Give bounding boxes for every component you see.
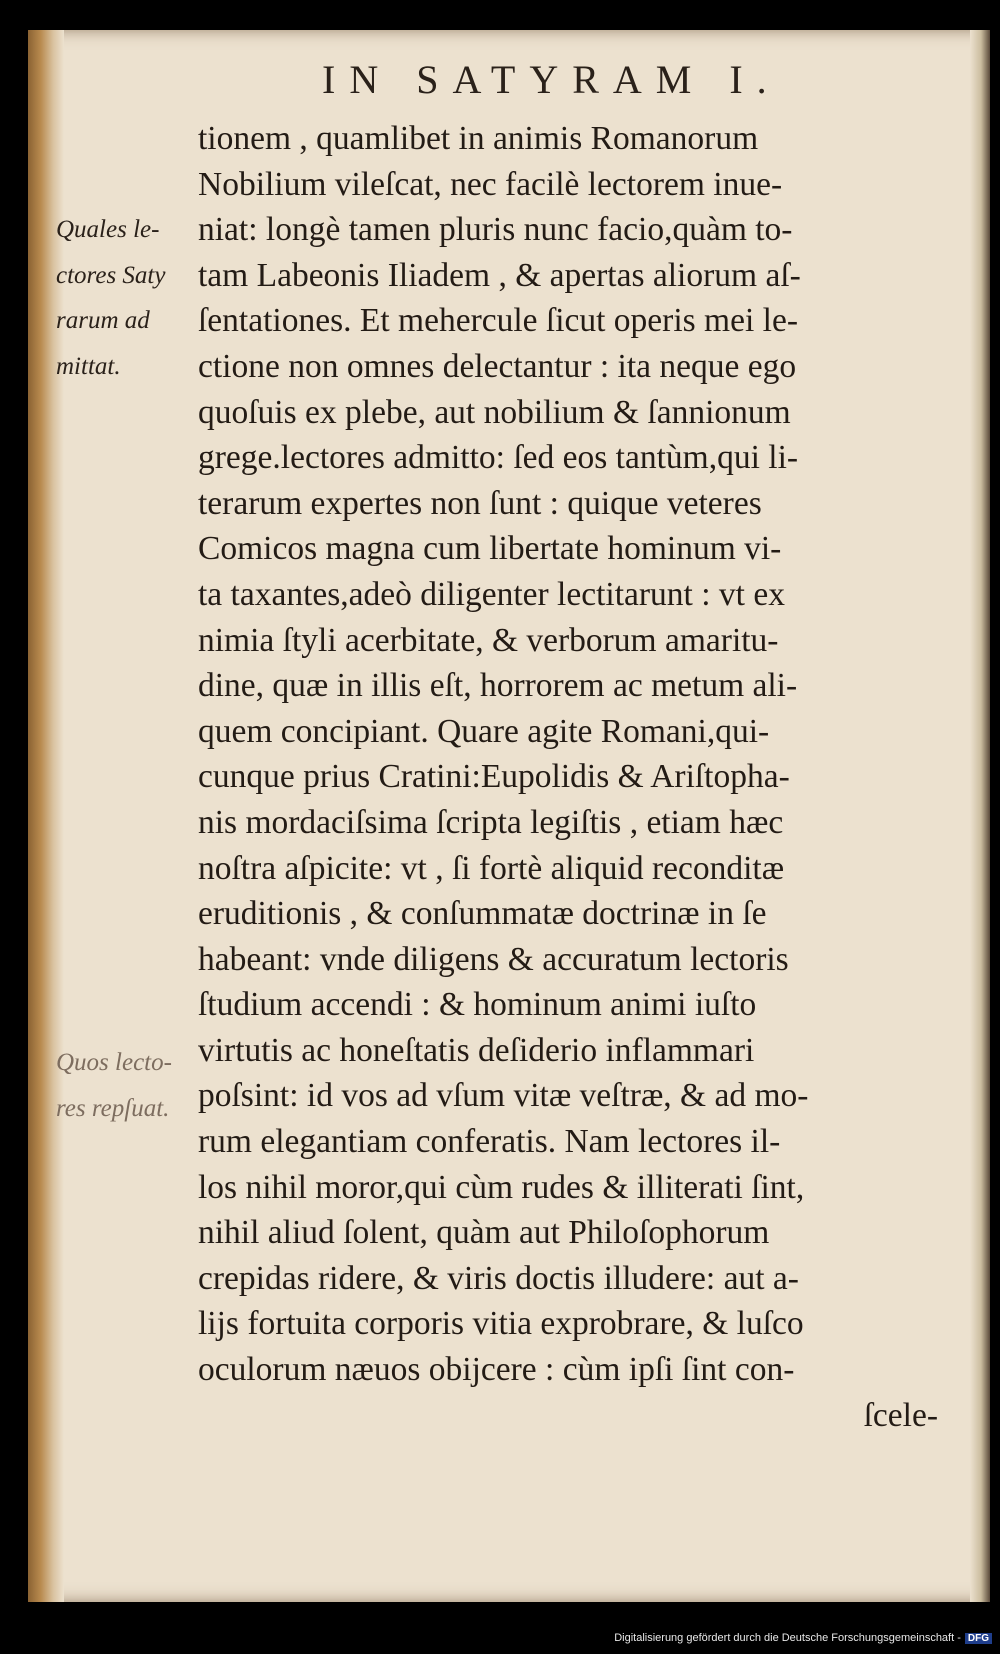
marginal-line: rarum ad <box>56 307 150 335</box>
text-line: niat: longè tamen pluris nunc facio,quàm to- <box>198 211 793 249</box>
text-line: nimia ſtyli acerbitate, & verborum amaritu- <box>198 621 779 659</box>
digitization-footer <box>614 1632 992 1644</box>
text-line: ta taxantes,adeò diligenter lectitarunt : vt ex <box>198 575 785 613</box>
page-fore-edge <box>970 30 990 1602</box>
text-line: terarum expertes non ſunt : quique veteres <box>198 484 762 522</box>
text-line: virtutis ac honeſtatis deſiderio inflammari <box>198 1031 755 1069</box>
footer-text: Digitalisierung gefördert durch die Deutsche Forschungsgemeinschaft - <box>614 1632 961 1644</box>
text-line: habeant: vnde diligens & accuratum lectoris <box>198 940 789 978</box>
text-line: lijs fortuita corporis vitia exprobrare, & luſco <box>198 1305 804 1343</box>
marginal-line: ctores Saty <box>56 261 166 289</box>
text-line: rum elegantiam conferatis. Nam lectores il- <box>198 1123 781 1161</box>
text-line: los nihil moror,qui cùm rudes & illiterati ſint, <box>198 1168 805 1206</box>
text-line: tam Labeonis Iliadem , & apertas aliorum aſ- <box>198 256 801 294</box>
text-line: nihil aliud ſolent, quàm aut Philoſophorum <box>198 1214 770 1252</box>
text-line: ſtudium accendi : & hominum animi iuſto <box>198 986 757 1024</box>
text-line: Comicos magna cum libertate hominum vi- <box>198 530 782 568</box>
marginal-line: mittat. <box>56 352 121 380</box>
text-line: ſentationes. Et mehercule ſicut operis mei le- <box>198 302 798 340</box>
body-text-block <box>198 116 938 1438</box>
marginal-line: res repſuat. <box>56 1094 170 1122</box>
text-line: quem concipiant. Quare agite Romani,qui- <box>198 712 770 750</box>
text-line: cunque prius Cratini:Eupolidis & Ariſtopha- <box>198 758 790 796</box>
text-line: quoſuis ex plebe, aut nobilium & ſannionum <box>198 393 791 431</box>
text-line: dine, quæ in illis eſt, horrorem ac metum ali- <box>198 667 798 705</box>
text-line: ctione non omnes delectantur : ita neque ego <box>198 347 797 385</box>
marginal-note-2 <box>56 1040 172 1131</box>
text-line: noſtra aſpicite: vt , ſi fortè aliquid reconditæ <box>198 849 785 887</box>
text-line: crepidas ridere, & viris doctis illudere: aut a- <box>198 1259 799 1297</box>
marginal-note-1 <box>56 207 165 389</box>
marginal-line: Quos lecto- <box>56 1049 172 1076</box>
dfg-logo-icon: DFG <box>965 1633 992 1644</box>
running-head: IN SATYRAM I. <box>322 57 781 102</box>
text-line: tionem , quamlibet in animis Romanorum <box>198 120 759 157</box>
marginal-line: Quales le- <box>56 216 160 243</box>
text-line: eruditionis , & conſummatæ doctrinæ in ſe <box>198 895 767 933</box>
text-line: grege.lectores admitto: ſed eos tantùm,qui li- <box>198 439 799 477</box>
catchword: ſcele- <box>863 1396 938 1434</box>
text-line: oculorum næuos obijcere : cùm ipſi ſint con- <box>198 1351 795 1389</box>
text-line: nis mordaciſsima ſcripta legiſtis , etiam hæc <box>198 803 784 841</box>
text-line: poſsint: id vos ad vſum vitæ veſtræ, & ad mo- <box>198 1077 809 1115</box>
text-line: Nobilium vileſcat, nec facilè lectorem inue- <box>198 165 783 203</box>
